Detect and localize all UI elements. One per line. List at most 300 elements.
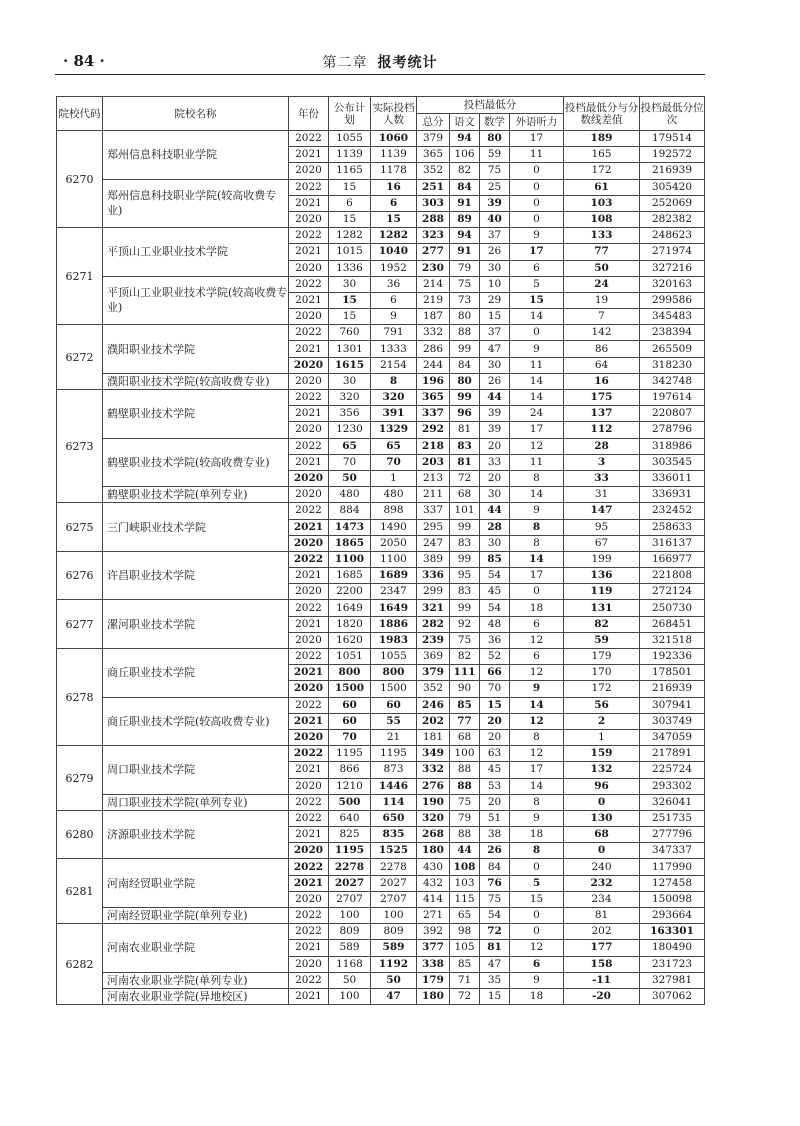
data-cell: 2 — [564, 713, 640, 729]
data-cell: 1615 — [329, 357, 371, 373]
data-cell: 1165 — [329, 163, 371, 179]
data-cell: 211 — [417, 487, 450, 503]
data-cell: 318986 — [640, 438, 705, 454]
data-cell: 20 — [480, 713, 510, 729]
data-cell: 219 — [417, 292, 450, 308]
data-cell: 84 — [450, 179, 480, 195]
data-cell: 0 — [510, 163, 564, 179]
data-cell: 389 — [417, 551, 450, 567]
data-cell: 1195 — [371, 746, 417, 762]
data-cell: 12 — [510, 746, 564, 762]
data-cell: 17 — [510, 244, 564, 260]
col-header-listening: 外语听力 — [510, 114, 564, 131]
data-cell: 1168 — [329, 956, 371, 972]
school-name-cell: 济源职业技术学院 — [103, 810, 289, 859]
data-cell: 2022 — [289, 131, 329, 147]
data-cell: 2020 — [289, 535, 329, 551]
data-cell: 1 — [564, 729, 640, 745]
data-cell: 172 — [564, 681, 640, 697]
data-cell: 108 — [450, 859, 480, 875]
data-cell: 80 — [450, 373, 480, 389]
data-cell: 65 — [450, 908, 480, 924]
data-cell: 589 — [329, 940, 371, 956]
data-cell: 94 — [450, 131, 480, 147]
school-name-cell: 商丘职业技术学院(较高收费专业) — [103, 697, 289, 746]
data-cell: 1490 — [371, 519, 417, 535]
table-row — [57, 551, 705, 567]
data-cell: 64 — [564, 357, 640, 373]
data-cell: 2022 — [289, 859, 329, 875]
data-cell: 377 — [417, 940, 450, 956]
data-cell: 99 — [450, 519, 480, 535]
data-cell: 352 — [417, 163, 450, 179]
data-cell: 2020 — [289, 681, 329, 697]
data-cell: 2154 — [371, 357, 417, 373]
data-cell: 79 — [450, 260, 480, 276]
data-cell: 352 — [417, 681, 450, 697]
data-cell: 293664 — [640, 908, 705, 924]
data-cell: 28 — [564, 438, 640, 454]
data-cell: 15 — [329, 309, 371, 325]
data-cell: 111 — [450, 665, 480, 681]
data-cell: 277 — [417, 244, 450, 260]
data-cell: 271 — [417, 908, 450, 924]
data-cell: 365 — [417, 390, 450, 406]
data-cell: 2020 — [289, 487, 329, 503]
data-cell: 258633 — [640, 519, 705, 535]
data-cell: 305420 — [640, 179, 705, 195]
school-name-cell: 商丘职业技术学院 — [103, 649, 289, 698]
data-cell: 268451 — [640, 616, 705, 632]
data-cell: 2707 — [329, 891, 371, 907]
table-row — [57, 600, 705, 616]
data-cell: 303749 — [640, 713, 705, 729]
data-cell: 8 — [371, 373, 417, 389]
data-cell: 28 — [480, 519, 510, 535]
table-row — [57, 924, 705, 940]
school-code-cell: 6277 — [57, 600, 103, 649]
data-cell: 137 — [564, 406, 640, 422]
school-name-cell: 鹤壁职业技术学院 — [103, 390, 289, 439]
data-cell: 342748 — [640, 373, 705, 389]
data-cell: 175 — [564, 390, 640, 406]
data-cell: 75 — [480, 163, 510, 179]
data-cell: 83 — [450, 535, 480, 551]
data-cell: 103 — [450, 875, 480, 891]
data-cell: 35 — [480, 972, 510, 988]
data-cell: 119 — [564, 584, 640, 600]
data-cell: 11 — [510, 147, 564, 163]
data-cell: 336931 — [640, 487, 705, 503]
table-row — [57, 972, 705, 988]
data-cell: 59 — [564, 632, 640, 648]
data-cell: 0 — [510, 325, 564, 341]
data-cell: 320 — [417, 810, 450, 826]
data-cell: 5 — [510, 875, 564, 891]
data-cell: 1333 — [371, 341, 417, 357]
data-cell: 142 — [564, 325, 640, 341]
data-cell: 180490 — [640, 940, 705, 956]
data-cell: 898 — [371, 503, 417, 519]
data-cell: 1 — [371, 470, 417, 486]
data-cell: 202 — [564, 924, 640, 940]
data-cell: 30 — [480, 357, 510, 373]
data-cell: 85 — [450, 956, 480, 972]
data-cell: 349 — [417, 746, 450, 762]
data-cell: 15 — [510, 292, 564, 308]
data-cell: 91 — [450, 195, 480, 211]
data-cell: 835 — [371, 827, 417, 843]
data-cell: 40 — [480, 211, 510, 227]
data-cell: 72 — [450, 988, 480, 1004]
data-cell: 2020 — [289, 843, 329, 859]
data-cell: 2200 — [329, 584, 371, 600]
data-cell: 158 — [564, 956, 640, 972]
data-cell: 9 — [510, 681, 564, 697]
data-cell: 81 — [450, 422, 480, 438]
school-name-cell: 平顶山工业职业技术学院 — [103, 228, 289, 277]
data-cell: 26 — [480, 244, 510, 260]
data-cell: 321518 — [640, 632, 705, 648]
page-number: · 84 · — [63, 52, 105, 70]
data-cell: 307062 — [640, 988, 705, 1004]
data-cell: 100 — [329, 988, 371, 1004]
data-cell: 14 — [510, 487, 564, 503]
data-cell: 286 — [417, 341, 450, 357]
data-cell: 166977 — [640, 551, 705, 567]
data-cell: 177 — [564, 940, 640, 956]
data-cell: 2021 — [289, 940, 329, 956]
data-cell: 14 — [510, 309, 564, 325]
data-cell: 60 — [329, 713, 371, 729]
data-cell: 1100 — [371, 551, 417, 567]
data-cell: 71 — [450, 972, 480, 988]
data-cell: 809 — [371, 924, 417, 940]
data-cell: 18 — [510, 827, 564, 843]
data-cell: 45 — [480, 584, 510, 600]
data-cell: 1473 — [329, 519, 371, 535]
data-cell: 2022 — [289, 276, 329, 292]
data-cell: 247 — [417, 535, 450, 551]
data-cell: 75 — [450, 276, 480, 292]
data-cell: 347059 — [640, 729, 705, 745]
col-header-total: 总分 — [417, 114, 450, 131]
school-name-cell: 三门峡职业技术学院 — [103, 503, 289, 552]
data-cell: 187 — [417, 309, 450, 325]
data-cell: 55 — [371, 713, 417, 729]
data-cell: 170 — [564, 665, 640, 681]
data-cell: 277796 — [640, 827, 705, 843]
school-code-cell: 6282 — [57, 924, 103, 1005]
data-cell: 234 — [564, 891, 640, 907]
data-cell: 54 — [480, 908, 510, 924]
data-cell: 500 — [329, 794, 371, 810]
table-row — [57, 649, 705, 665]
data-cell: 809 — [329, 924, 371, 940]
school-name-cell: 郑州信息科技职业学院(较高收费专业) — [103, 179, 289, 228]
school-name-cell: 周口职业技术学院 — [103, 746, 289, 795]
data-cell: 345483 — [640, 309, 705, 325]
data-cell: 8 — [510, 729, 564, 745]
data-cell: 39 — [480, 195, 510, 211]
data-cell: 272124 — [640, 584, 705, 600]
data-cell: 77 — [564, 244, 640, 260]
data-cell: 2021 — [289, 568, 329, 584]
data-cell: 292 — [417, 422, 450, 438]
data-cell: 250730 — [640, 600, 705, 616]
school-name-cell: 鹤壁职业技术学院(单列专业) — [103, 487, 289, 503]
data-cell: 2027 — [329, 875, 371, 891]
data-cell: 9 — [510, 228, 564, 244]
data-cell: 2020 — [289, 357, 329, 373]
data-cell: 216939 — [640, 681, 705, 697]
data-cell: 1040 — [371, 244, 417, 260]
data-cell: 112 — [564, 422, 640, 438]
data-cell: 50 — [371, 972, 417, 988]
data-cell: 181 — [417, 729, 450, 745]
data-cell: 244 — [417, 357, 450, 373]
data-cell: 230 — [417, 260, 450, 276]
data-cell: 0 — [510, 584, 564, 600]
data-cell: 1886 — [371, 616, 417, 632]
data-cell: 89 — [450, 211, 480, 227]
school-code-cell: 6278 — [57, 649, 103, 746]
data-cell: 75 — [480, 891, 510, 907]
data-cell: 2021 — [289, 454, 329, 470]
data-cell: 44 — [450, 843, 480, 859]
table-row — [57, 131, 705, 147]
school-name-cell: 河南经贸职业学院 — [103, 859, 289, 908]
data-cell: 1983 — [371, 632, 417, 648]
data-cell: 1055 — [329, 131, 371, 147]
col-header-chinese: 语文 — [450, 114, 480, 131]
data-cell: 75 — [450, 632, 480, 648]
data-cell: 7 — [564, 309, 640, 325]
data-cell: 216939 — [640, 163, 705, 179]
data-cell: 180 — [417, 988, 450, 1004]
data-cell: 20 — [480, 470, 510, 486]
data-cell: 16 — [564, 373, 640, 389]
data-cell: 650 — [371, 810, 417, 826]
data-cell: 63 — [480, 746, 510, 762]
data-cell: 117990 — [640, 859, 705, 875]
data-cell: 88 — [450, 778, 480, 794]
data-cell: 2020 — [289, 956, 329, 972]
table-row — [57, 859, 705, 875]
table-row — [57, 276, 705, 292]
data-cell: 15 — [329, 179, 371, 195]
data-cell: 70 — [371, 454, 417, 470]
data-cell: 172 — [564, 163, 640, 179]
data-cell: 379 — [417, 131, 450, 147]
data-cell: 326041 — [640, 794, 705, 810]
data-cell: 238394 — [640, 325, 705, 341]
data-cell: 19 — [564, 292, 640, 308]
data-cell: 1015 — [329, 244, 371, 260]
data-cell: 82 — [564, 616, 640, 632]
data-cell: 0 — [564, 843, 640, 859]
data-cell: 2022 — [289, 325, 329, 341]
school-name-cell: 许昌职业技术学院 — [103, 551, 289, 600]
data-cell: 72 — [450, 470, 480, 486]
school-code-cell: 6276 — [57, 551, 103, 600]
data-cell: 77 — [450, 713, 480, 729]
data-cell: 232452 — [640, 503, 705, 519]
data-cell: 84 — [480, 859, 510, 875]
data-cell: 2020 — [289, 163, 329, 179]
data-cell: 85 — [480, 551, 510, 567]
data-cell: 90 — [450, 681, 480, 697]
data-cell: 1952 — [371, 260, 417, 276]
data-cell: 86 — [564, 341, 640, 357]
data-cell: 2022 — [289, 810, 329, 826]
data-cell: 196 — [417, 373, 450, 389]
data-cell: 12 — [510, 665, 564, 681]
data-cell: 2022 — [289, 697, 329, 713]
table-row — [57, 746, 705, 762]
data-cell: 70 — [329, 729, 371, 745]
data-cell: 392 — [417, 924, 450, 940]
col-header-code: 院校代码 — [57, 97, 103, 131]
data-cell: 303 — [417, 195, 450, 211]
data-cell: 131 — [564, 600, 640, 616]
data-cell: 2020 — [289, 584, 329, 600]
data-cell: 1865 — [329, 535, 371, 551]
data-cell: 1649 — [371, 600, 417, 616]
data-cell: 2278 — [371, 859, 417, 875]
data-cell: 6 — [510, 956, 564, 972]
data-cell: 179 — [417, 972, 450, 988]
data-cell: 61 — [564, 179, 640, 195]
data-cell: 80 — [450, 309, 480, 325]
data-cell: 252069 — [640, 195, 705, 211]
data-cell: 0 — [510, 859, 564, 875]
data-cell: 12 — [510, 940, 564, 956]
data-cell: 0 — [510, 908, 564, 924]
data-cell: 54 — [480, 600, 510, 616]
data-cell: 6 — [510, 649, 564, 665]
data-cell: 47 — [371, 988, 417, 1004]
school-code-cell: 6280 — [57, 810, 103, 859]
data-cell: 1100 — [329, 551, 371, 567]
data-cell: 1301 — [329, 341, 371, 357]
data-cell: 36 — [480, 632, 510, 648]
data-cell: 15 — [510, 891, 564, 907]
data-cell: 320163 — [640, 276, 705, 292]
data-cell: 101 — [450, 503, 480, 519]
data-cell: 68 — [564, 827, 640, 843]
data-cell: 2022 — [289, 746, 329, 762]
data-cell: 92 — [450, 616, 480, 632]
data-cell: 8 — [510, 535, 564, 551]
data-cell: 202 — [417, 713, 450, 729]
data-cell: 2020 — [289, 260, 329, 276]
data-cell: 379 — [417, 665, 450, 681]
data-cell: 130 — [564, 810, 640, 826]
data-cell: 6 — [510, 260, 564, 276]
data-cell: 800 — [371, 665, 417, 681]
data-cell: 214 — [417, 276, 450, 292]
data-cell: 14 — [510, 373, 564, 389]
table-row — [57, 794, 705, 810]
col-header-math: 数学 — [480, 114, 510, 131]
table-row — [57, 810, 705, 826]
data-cell: 26 — [480, 373, 510, 389]
data-cell: 197614 — [640, 390, 705, 406]
school-name-cell: 鹤壁职业技术学院(较高收费专业) — [103, 438, 289, 487]
data-cell: 8 — [510, 843, 564, 859]
data-cell: 282 — [417, 616, 450, 632]
data-cell: 199 — [564, 551, 640, 567]
data-cell: 114 — [371, 794, 417, 810]
data-cell: 0 — [564, 794, 640, 810]
data-cell: 2022 — [289, 503, 329, 519]
data-cell: 295 — [417, 519, 450, 535]
data-cell: 2020 — [289, 729, 329, 745]
data-cell: 321 — [417, 600, 450, 616]
data-cell: 30 — [480, 260, 510, 276]
data-cell: 1051 — [329, 649, 371, 665]
data-cell: 99 — [450, 390, 480, 406]
data-cell: 31 — [564, 487, 640, 503]
data-cell: 2022 — [289, 179, 329, 195]
data-cell: 37 — [480, 228, 510, 244]
data-cell: 47 — [480, 341, 510, 357]
data-cell: 1446 — [371, 778, 417, 794]
data-cell: 265509 — [640, 341, 705, 357]
school-code-cell: 6271 — [57, 228, 103, 325]
data-cell: 327981 — [640, 972, 705, 988]
data-cell: 17 — [510, 422, 564, 438]
data-cell: 2020 — [289, 211, 329, 227]
data-cell: 217891 — [640, 746, 705, 762]
data-cell: 83 — [450, 584, 480, 600]
data-cell: 85 — [450, 697, 480, 713]
data-cell: 2022 — [289, 794, 329, 810]
data-cell: 2021 — [289, 665, 329, 681]
data-cell: 179 — [564, 649, 640, 665]
data-cell: 337 — [417, 406, 450, 422]
data-cell: 327216 — [640, 260, 705, 276]
data-cell: 20 — [480, 794, 510, 810]
data-cell: 338 — [417, 956, 450, 972]
data-cell: 147 — [564, 503, 640, 519]
data-cell: 33 — [480, 454, 510, 470]
table-row — [57, 697, 705, 713]
data-cell: 65 — [329, 438, 371, 454]
table-row — [57, 325, 705, 341]
data-cell: 180 — [417, 843, 450, 859]
data-cell: 84 — [450, 357, 480, 373]
school-name-cell: 河南经贸职业学院(单列专业) — [103, 908, 289, 924]
data-cell: 231723 — [640, 956, 705, 972]
header-rule — [55, 74, 705, 75]
data-cell: 16 — [371, 179, 417, 195]
data-cell: 320 — [371, 390, 417, 406]
data-cell: 99 — [450, 551, 480, 567]
school-name-cell: 周口职业技术学院(单列专业) — [103, 794, 289, 810]
data-cell: 20 — [480, 729, 510, 745]
data-cell: 365 — [417, 147, 450, 163]
data-cell: 29 — [480, 292, 510, 308]
table-row — [57, 438, 705, 454]
data-cell: 251735 — [640, 810, 705, 826]
data-cell: 88 — [450, 325, 480, 341]
data-cell: 221808 — [640, 568, 705, 584]
data-cell: 11 — [510, 454, 564, 470]
data-cell: 347337 — [640, 843, 705, 859]
data-cell: 60 — [329, 697, 371, 713]
